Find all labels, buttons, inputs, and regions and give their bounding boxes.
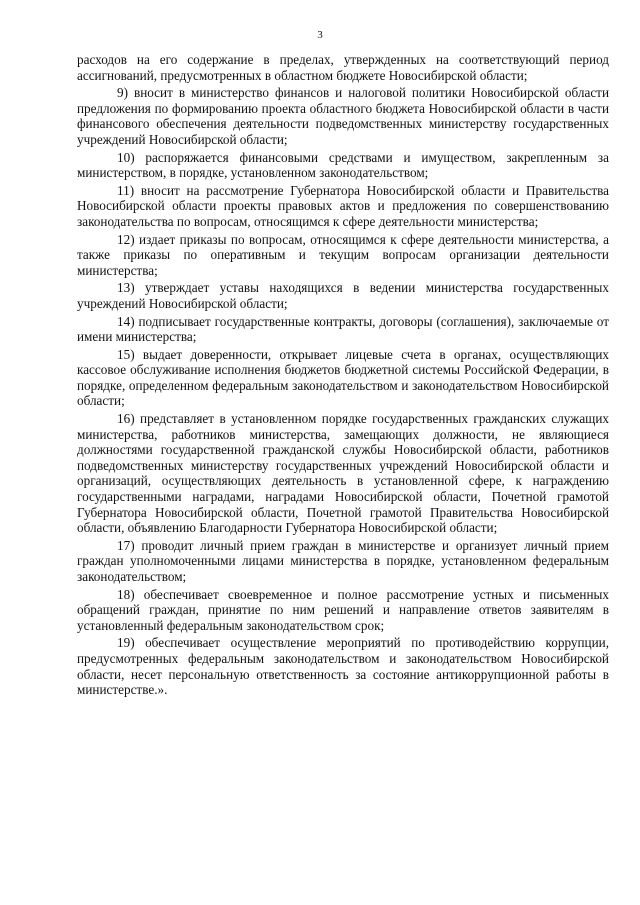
paragraph: 14) подписывает государственные контракты, договоры (соглашения), заключаемые от имени министерства; (77, 313, 609, 345)
paragraph: 16) представляет в установленном порядке государственных гражданских служащих министерства, работников министерства, замещающих должности, не являющиеся должностями государственной гражданской службы Новосибирской области, работников подведомственных министерству государственных учреждений Новосибирской области и организаций, осуществляющих деятельность в установленной сфере, к награждению государственными наградами, наградами Новосибирской области, Почетной грамотой Губернатора Новосибирской области, Почетной грамотой Правительства Новосибирской области, объявлению Благодарности Губернатора Новосибирской области; (77, 411, 609, 536)
paragraph: 17) проводит личный прием граждан в министерстве и организует личный прием граждан уполномоченными лицами министерства в порядке, установленном федеральным законодательством; (77, 537, 609, 584)
paragraph: 18) обеспечивает своевременное и полное рассмотрение устных и письменных обращений граждан, принятие по ним решений и направление ответов заявителям в установленный федеральным законодательством срок; (77, 586, 609, 633)
paragraph: 15) выдает доверенности, открывает лицевые счета в органах, осуществляющих кассовое обслуживание исполнения бюджетов бюджетной системы Российской Федерации, в порядке, определенном федеральным законодательством и законодательством Новосибирской области; (77, 346, 609, 409)
paragraph: 12) издает приказы по вопросам, относящимся к сфере деятельности министерства, а также приказы по оперативным и текущим вопросам организации деятельности министерства; (77, 231, 609, 278)
paragraph: 10) распоряжается финансовыми средствами и имуществом, закрепленным за министерством, в порядке, установленном законодательством; (77, 149, 609, 181)
paragraph: 13) утверждает уставы находящихся в ведении министерства государственных учреждений Новосибирской области; (77, 280, 609, 311)
paragraph: 19) обеспечивает осуществление мероприятий по противодействию коррупции, предусмотренных федеральным законодательством и законодательством Новосибирской области, несет персональную ответственность за состояние антикоррупционной работы в министерстве.». (77, 635, 609, 698)
page-number: 3 (317, 29, 323, 41)
paragraph: 9) вносит в министерство финансов и налоговой политики Новосибирской области предложения по формированию проекта областного бюджета Новосибирской области в части финансового обеспечения деятельности подведомственных министерству государственных учреждений Новосибирской области; (77, 85, 609, 147)
paragraph: расходов на его содержание в пределах, утвержденных на соответствующий период ассигнований, предусмотренных в областном бюджете Новосибирской области; (77, 52, 609, 83)
document-body (77, 52, 609, 700)
paragraph: 11) вносит на рассмотрение Губернатора Новосибирской области и Правительства Новосибирской области проекты правовых актов и предложения по совершенствованию законодательства по вопросам, относящимся к сфере деятельности министерства; (77, 182, 609, 229)
